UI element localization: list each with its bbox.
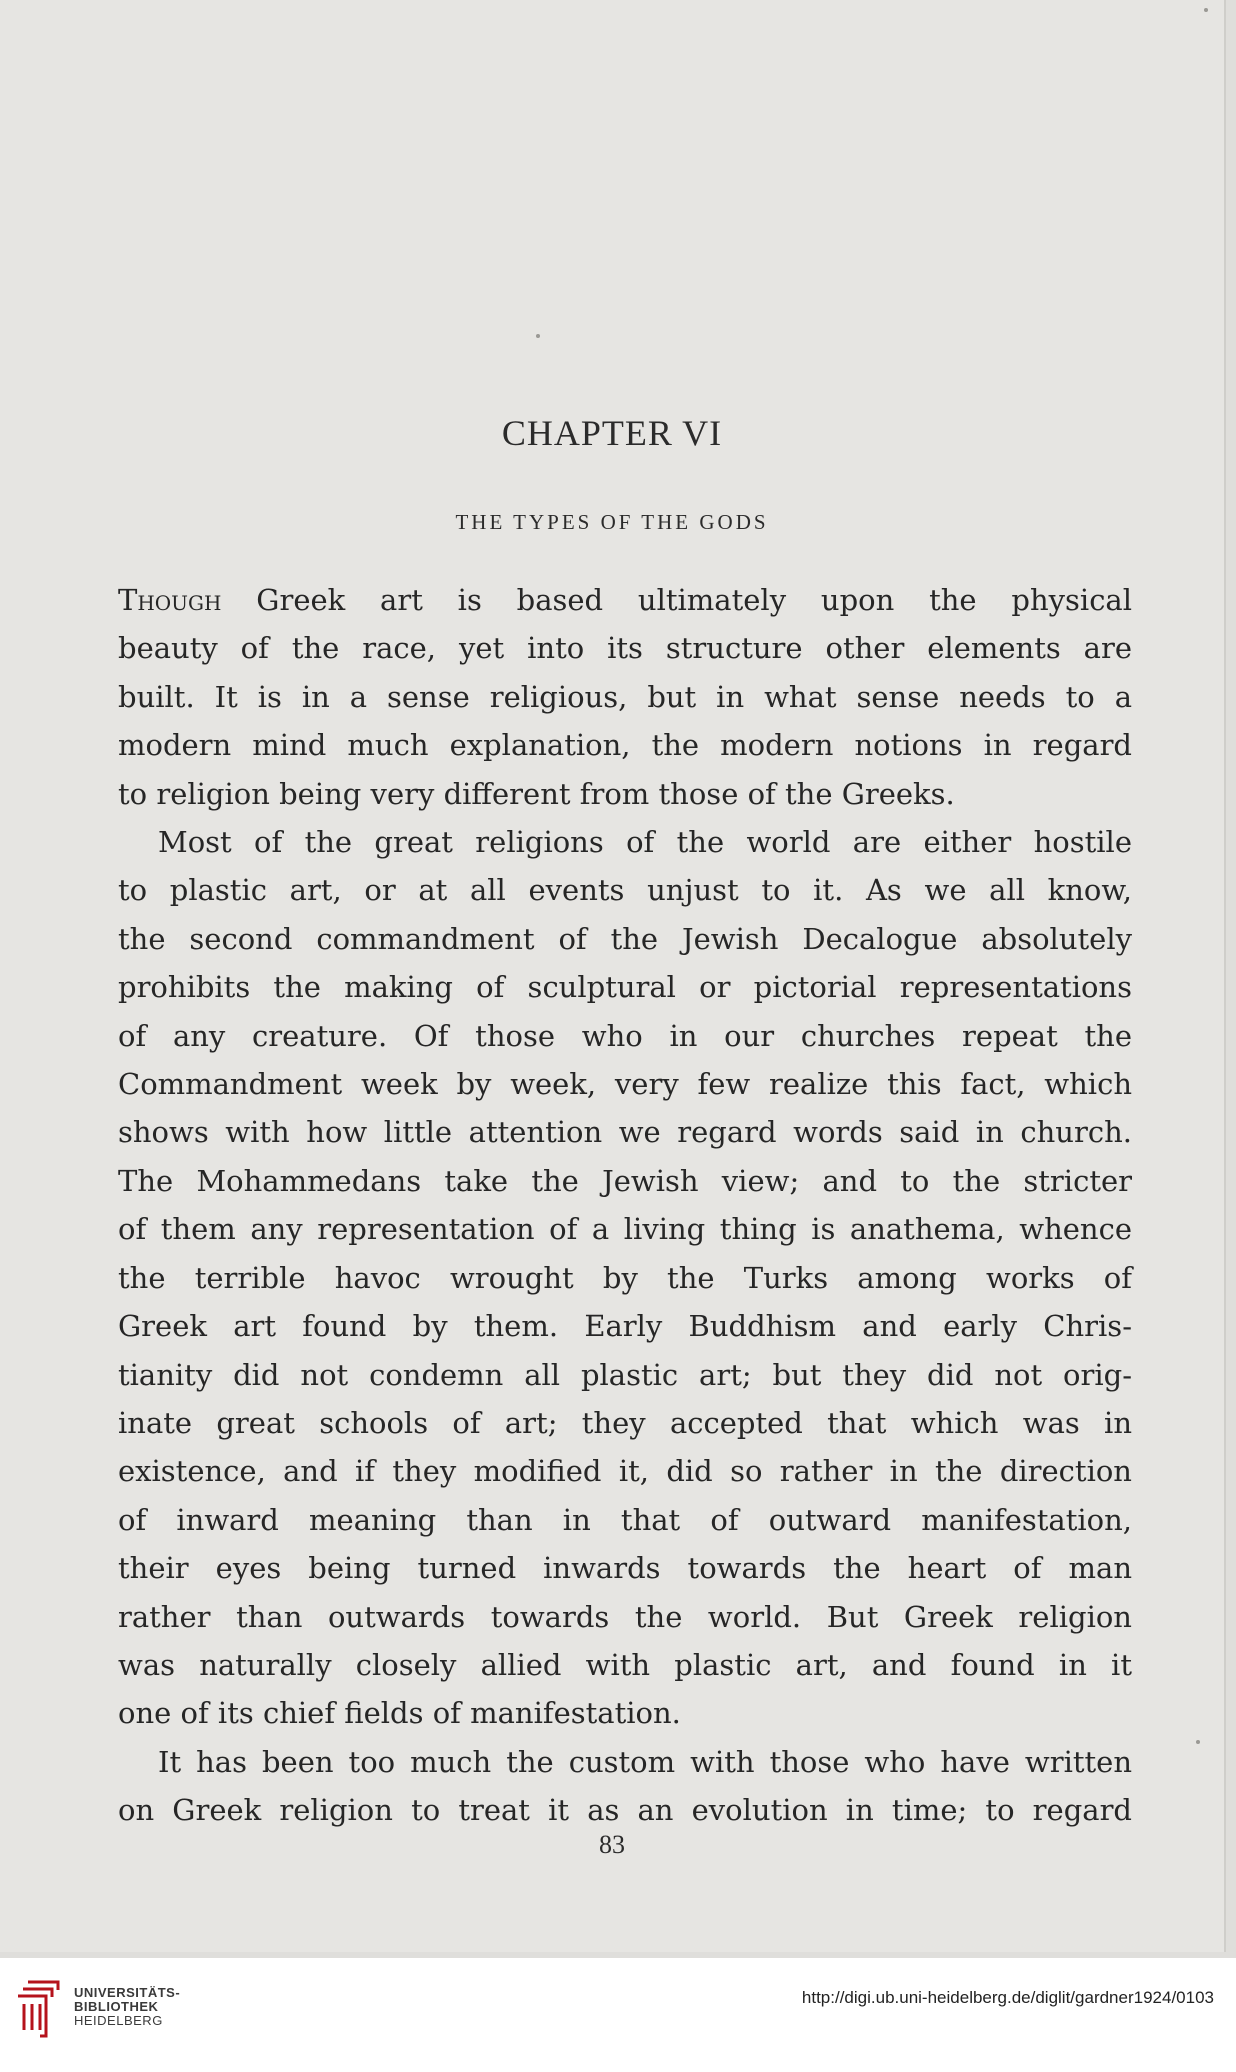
body-text bbox=[118, 576, 1132, 1835]
text-line-rest: Greek art is based ultimately upon the physical bbox=[221, 583, 1132, 617]
text-line: Commandment week by week, very few realize this fact, which bbox=[118, 1067, 1132, 1102]
text-line: shows with how little attention we regard words said in church. bbox=[118, 1115, 1132, 1150]
text-line: the terrible havoc wrought by the Turks among works of bbox=[118, 1260, 1132, 1295]
library-name-line: UNIVERSITÄTS- bbox=[74, 1985, 181, 2000]
page-number: 83 bbox=[599, 1830, 625, 1859]
drop-word: Though bbox=[118, 583, 222, 617]
text-line: prohibits the making of sculptural or pictorial representations bbox=[118, 970, 1132, 1005]
text-line: existence, and if they modified it, did so rather in the direction bbox=[118, 1454, 1132, 1489]
text-line: to plastic art, or at all events unjust to it. As we all know, bbox=[118, 873, 1132, 908]
text-line: Most of the great religions of the world are either hostile bbox=[158, 825, 1132, 860]
paper-speck bbox=[1204, 8, 1208, 12]
chapter-title: CHAPTER VI bbox=[501, 413, 723, 453]
text-line: The Mohammedans take the Jewish view; and to the stricter bbox=[118, 1163, 1132, 1198]
paper-speck bbox=[1196, 1740, 1200, 1744]
text-line: inate great schools of art; they accepted that which was in bbox=[118, 1405, 1132, 1440]
text-line: modern mind much explanation, the modern notions in regard bbox=[118, 728, 1132, 763]
text-line: of any creature. Of those who in our churches repeat the bbox=[118, 1018, 1132, 1053]
text-line: built. It is in a sense religious, but in what sense needs to a bbox=[118, 679, 1132, 714]
library-name bbox=[74, 1986, 180, 2028]
text-line: rather than outwards towards the world. But Greek religion bbox=[118, 1599, 1132, 1634]
text-line: beauty of the race, yet into its structure other elements are bbox=[118, 631, 1132, 666]
text-line: to religion being very different from those of the Greeks. bbox=[118, 776, 955, 811]
text-line: one of its chief fields of manifestation. bbox=[118, 1696, 681, 1731]
viewer-footer bbox=[0, 1958, 1236, 2072]
library-name-line: BIBLIOTHEK bbox=[74, 1999, 159, 2014]
paper-speck bbox=[536, 334, 540, 338]
text-line: of inward meaning than in that of outward manifestation, bbox=[118, 1502, 1132, 1537]
library-name-line: HEIDELBERG bbox=[74, 2013, 163, 2028]
text-line: tianity did not condemn all plastic art; but they did not orig- bbox=[118, 1357, 1132, 1392]
chapter-subtitle: THE TYPES OF THE GODS bbox=[455, 510, 769, 534]
text-line: Greek art found by them. Early Buddhism and early Chris- bbox=[118, 1309, 1132, 1344]
text-line: of them any representation of a living thing is anathema, whence bbox=[118, 1212, 1132, 1247]
library-logo-icon bbox=[14, 1978, 64, 2040]
text-line bbox=[118, 576, 1132, 624]
source-url-link[interactable]: http://digi.ub.uni-heidelberg.de/diglit/gardner1924/0103 bbox=[801, 1988, 1214, 2007]
text-line: their eyes being turned inwards towards the heart of man bbox=[118, 1551, 1132, 1586]
text-line: the second commandment of the Jewish Decalogue absolutely bbox=[118, 921, 1132, 956]
text-line: It has been too much the custom with those who have written bbox=[158, 1744, 1132, 1779]
text-line: was naturally closely allied with plastic art, and found in it bbox=[118, 1647, 1132, 1682]
text-line: on Greek religion to treat it as an evolution in time; to regard bbox=[118, 1793, 1132, 1828]
